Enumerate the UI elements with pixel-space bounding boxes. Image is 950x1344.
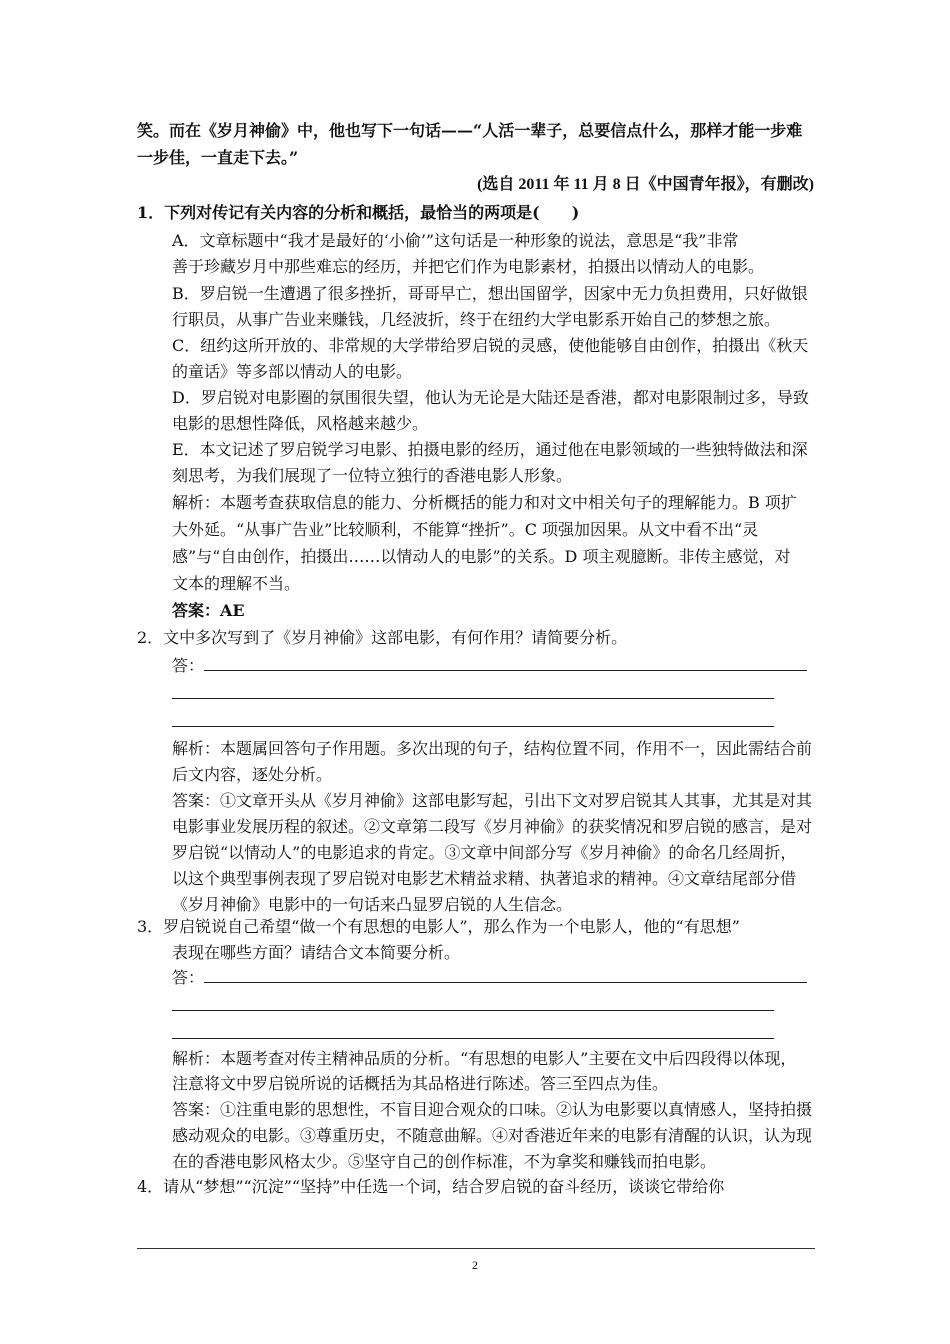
answer-blank-line[interactable] (172, 726, 774, 727)
analysis-text: 解析：本题属回答句子作用题。多次出现的句子，结构位置不同，作用不一，因此需结合前 (172, 739, 813, 758)
option-b: B．罗启锐一生遭遇了很多挫折，哥哥早亡，想出国留学，因家中无力负担费用，只好做银 (172, 284, 808, 303)
question-4-stem: 4．请从“梦想”“沉淀”“坚持”中任选一个词，结合罗启锐的奋斗经历，谈谈它带给你 (137, 1177, 725, 1196)
answer-blank-line[interactable] (172, 698, 774, 699)
analysis-text: 注意将文中罗启锐所说的话概括为其品格进行陈述。答三至四点为佳。 (172, 1074, 669, 1093)
answer-text: 以这个典型事例表现了罗启锐对电影艺术精益求精、执著追求的精神。④文章结尾部分借 (172, 869, 797, 888)
answer-blank-line[interactable] (204, 670, 807, 671)
answer-text: 感动观众的电影。③尊重历史，不随意曲解。④对香港近年来的电影有清醒的认识，认为现 (172, 1126, 813, 1145)
option-d: 电影的思想性降低，风格越来越少。 (172, 414, 429, 433)
analysis-text: 文本的理解不当。 (172, 574, 301, 593)
option-a: 善于珍藏岁月中那些难忘的经历，并把它们作为电影素材，拍摄出以情动人的电影。 (172, 257, 765, 276)
option-c: 的童话》等多部以情动人的电影。 (172, 362, 413, 381)
answer-text: 答案：AE (172, 601, 245, 620)
question-2-stem: 2．文中多次写到了《岁月神偷》这部电影，有何作用？请简要分析。 (137, 628, 628, 647)
analysis-text: 解析：本题考查获取信息的能力、分析概括的能力和对文中相关句子的理解能力。B 项扩 (172, 493, 797, 512)
intro-line: 一步佳，一直走下去。” (137, 148, 299, 167)
option-a: A．文章标题中“我才是最好的‘小偷’”这句话是一种形象的说法，意思是“我”非常 (172, 231, 739, 250)
option-e: 刻思考，为我们展现了一位特立独行的香港电影人形象。 (172, 466, 573, 485)
option-b: 行职员，从事广告业来赚钱，几经波折，终于在纽约大学电影系开始自己的梦想之旅。 (172, 310, 781, 329)
answer-blank-line[interactable] (172, 1038, 774, 1039)
option-e: E．本文记述了罗启锐学习电影、拍摄电影的经历，通过他在电影领域的一些独特做法和深 (172, 440, 808, 459)
answer-blank-line[interactable] (172, 1010, 774, 1011)
question-3-stem: 表现在哪些方面？请结合文本简要分析。 (172, 943, 461, 962)
analysis-text: 大外延。“从事广告业”比较顺利，不能算“挫折”。C 项强加因果。从文中看不出“灵 (172, 520, 759, 539)
answer-text: 在的香港电影风格太少。⑤坚守自己的创作标准，不为拿奖和赚钱而拍电影。 (172, 1152, 717, 1171)
option-d: D．罗启锐对电影圈的氛围很失望，他认为无论是大陆还是香港，都对电影限制过多，导致 (172, 388, 809, 407)
answer-prompt: 答： (172, 656, 205, 675)
answer-blank-line[interactable] (204, 982, 807, 983)
footer-divider (137, 1248, 815, 1249)
answer-text: 罗启锐“以情动人”的电影追求的肯定。③文章中间部分写《岁月神偷》的命名几经周折， (172, 843, 797, 862)
analysis-text: 后文内容，逐处分析。 (172, 765, 333, 784)
answer-text: 电影事业发展历程的叙述。②文章第二段写《岁月神偷》的获奖情况和罗启锐的感言，是对 (172, 817, 813, 836)
analysis-text: 感”与“自由创作，拍摄出……以情动人的电影”的关系。D 项主观臆断。非传主感觉，对 (172, 547, 791, 566)
option-c: C．纽约这所开放的、非常规的大学带给罗启锐的灵感，使他能够自由创作，拍摄出《秋天 (172, 336, 809, 355)
page-number: 2 (472, 1258, 478, 1272)
answer-text: 答案：①文章开头从《岁月神偷》这部电影写起，引出下文对罗启锐其人其事，尤其是对其 (172, 791, 813, 810)
source-citation: (选自 2011 年 11 月 8 日《中国青年报》，有删改) (477, 176, 814, 193)
question-1-stem: 1．下列对传记有关内容的分析和概括，最恰当的两项是( ) (137, 203, 580, 222)
question-3-stem: 3．罗启锐说自己希望“做一个有思想的电影人”，那么作为一个电影人，他的“有思想” (137, 917, 740, 936)
answer-text: 答案：①注重电影的思想性，不盲目迎合观众的口味。②认为电影要以真情感人，坚持拍摄 (172, 1100, 813, 1119)
analysis-text: 解析：本题考查对传主精神品质的分析。“有思想的电影人”主要在文中后四段得以体现， (172, 1049, 797, 1068)
intro-line: 笑。而在《岁月神偷》中，他也写下一句话——“人活一辈子，总要信点什么，那样才能一步难 (137, 121, 803, 140)
answer-text: 《岁月神偷》电影中的一句话来凸显罗启锐的人生信念。 (172, 895, 573, 914)
answer-prompt: 答： (172, 968, 205, 987)
